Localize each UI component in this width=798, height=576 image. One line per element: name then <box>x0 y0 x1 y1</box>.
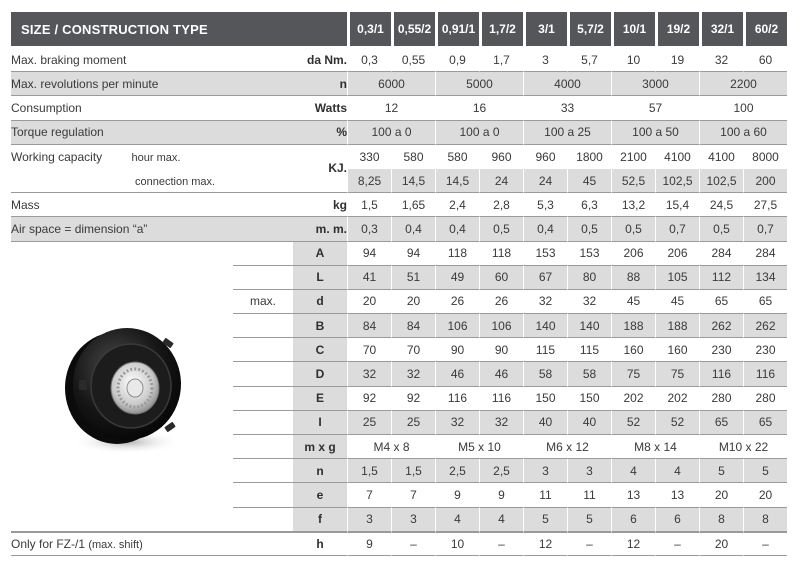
cell: 75 <box>655 362 699 386</box>
dim-symbol: L <box>293 266 347 290</box>
cell: 32 <box>699 48 743 72</box>
cell: 5,7 <box>567 48 611 72</box>
spacer <box>233 483 293 507</box>
row-label <box>11 145 233 169</box>
cell: 106 <box>479 314 523 338</box>
row-consumption <box>11 96 787 120</box>
cell: 12 <box>347 96 435 120</box>
cell: 4 <box>655 459 699 483</box>
cell: 6 <box>655 508 699 532</box>
cell: 24 <box>523 169 567 193</box>
spacer <box>233 459 293 483</box>
dim-symbol: f <box>293 508 347 532</box>
row-unit: n <box>293 72 347 96</box>
cell: 3 <box>391 508 435 532</box>
spacer <box>233 266 293 290</box>
cell: 153 <box>523 242 567 266</box>
cell: 14,5 <box>391 169 435 193</box>
cell: 202 <box>611 387 655 411</box>
dim-symbol: n <box>293 459 347 483</box>
cell: 0,3 <box>347 48 391 72</box>
cell: 6 <box>611 508 655 532</box>
size-header: 0,55/2 <box>391 12 435 48</box>
cell: 206 <box>611 242 655 266</box>
cell: 5000 <box>435 72 523 96</box>
cell: M5 x 10 <box>435 435 523 459</box>
dim-symbol: d <box>293 290 347 314</box>
header-row <box>11 12 787 48</box>
working-capacity-label: Working capacity <box>11 149 103 164</box>
cell: 1800 <box>567 145 611 169</box>
cell: 25 <box>391 411 435 435</box>
row-unit: Watts <box>293 96 347 120</box>
cell: 84 <box>347 314 391 338</box>
cell: 134 <box>743 266 787 290</box>
cell: 5,3 <box>523 193 567 217</box>
cell: 2,8 <box>479 193 523 217</box>
cell: 5 <box>567 508 611 532</box>
cell: 118 <box>479 242 523 266</box>
cell: 2,5 <box>435 459 479 483</box>
cell: 115 <box>523 338 567 362</box>
spacer <box>233 169 293 193</box>
cell: 94 <box>347 242 391 266</box>
cell: 51 <box>391 266 435 290</box>
cell: 140 <box>567 314 611 338</box>
cell: 8 <box>743 508 787 532</box>
dim-symbol: B <box>293 314 347 338</box>
cell: 105 <box>655 266 699 290</box>
cell: M4 x 8 <box>347 435 435 459</box>
cell: 262 <box>743 314 787 338</box>
cell: 70 <box>347 338 391 362</box>
cell: 960 <box>523 145 567 169</box>
cell: 2200 <box>699 72 787 96</box>
cell: 140 <box>523 314 567 338</box>
row-braking-moment <box>11 48 787 72</box>
spacer <box>233 145 293 169</box>
cell: 100 a 60 <box>699 121 787 145</box>
cell: 262 <box>699 314 743 338</box>
row-label: Torque regulation <box>11 121 293 145</box>
cell: 118 <box>435 242 479 266</box>
cell: 8,25 <box>347 169 391 193</box>
spec-table <box>11 12 787 556</box>
cell: 32 <box>523 290 567 314</box>
cell: 3 <box>523 459 567 483</box>
cell: 57 <box>611 96 699 120</box>
cell: 10 <box>435 532 479 556</box>
cell: 1,7 <box>479 48 523 72</box>
cell: 24,5 <box>699 193 743 217</box>
row-unit: kg <box>293 193 347 217</box>
cell: 102,5 <box>655 169 699 193</box>
dim-symbol: D <box>293 362 347 386</box>
cell: 0,5 <box>567 217 611 241</box>
cell: 20 <box>347 290 391 314</box>
cell: 0,5 <box>699 217 743 241</box>
row-label: Max. braking moment <box>11 48 293 72</box>
row-label: Consumption <box>11 96 293 120</box>
size-header: 5,7/2 <box>567 12 611 48</box>
row-mass <box>11 193 787 217</box>
cell: 14,5 <box>435 169 479 193</box>
row-dim-a <box>11 242 787 266</box>
cell: 5 <box>699 459 743 483</box>
row-working-capacity-hour <box>11 145 787 169</box>
cell: 580 <box>435 145 479 169</box>
row-max-revolutions <box>11 72 787 96</box>
cell: 9 <box>347 532 391 556</box>
cell: 206 <box>655 242 699 266</box>
cell: 106 <box>435 314 479 338</box>
cell: – <box>743 532 787 556</box>
row-unit: % <box>293 121 347 145</box>
cell: 0,7 <box>655 217 699 241</box>
cell: 160 <box>611 338 655 362</box>
connection-max-label: connection max. <box>135 175 216 188</box>
cell: 4 <box>435 508 479 532</box>
cell: 0,7 <box>743 217 787 241</box>
row-label: Air space = dimension “a” <box>11 217 293 241</box>
cell: 230 <box>743 338 787 362</box>
cell: 49 <box>435 266 479 290</box>
cell: 4000 <box>523 72 611 96</box>
cell: 65 <box>699 290 743 314</box>
cell: 1,5 <box>347 459 391 483</box>
cell: 45 <box>611 290 655 314</box>
cell: – <box>567 532 611 556</box>
cell: 3 <box>523 48 567 72</box>
spacer <box>233 387 293 411</box>
cell: 0,4 <box>391 217 435 241</box>
cell: 116 <box>479 387 523 411</box>
cell: 2100 <box>611 145 655 169</box>
cell: 116 <box>743 362 787 386</box>
size-header: 1,7/2 <box>479 12 523 48</box>
cell: 9 <box>479 483 523 507</box>
cell: 84 <box>391 314 435 338</box>
cell: 11 <box>567 483 611 507</box>
cell: 0,55 <box>391 48 435 72</box>
cell: 32 <box>567 290 611 314</box>
cell: 116 <box>435 387 479 411</box>
cell: – <box>655 532 699 556</box>
cell: 40 <box>567 411 611 435</box>
cell: 26 <box>435 290 479 314</box>
cell: 52 <box>611 411 655 435</box>
cell: 284 <box>699 242 743 266</box>
cell: 20 <box>699 532 743 556</box>
cell: 65 <box>743 290 787 314</box>
cell: 32 <box>435 411 479 435</box>
product-photo <box>11 242 233 532</box>
cell: 0,5 <box>479 217 523 241</box>
cell: 100 a 0 <box>347 121 435 145</box>
cell: 32 <box>391 362 435 386</box>
cell: 8 <box>699 508 743 532</box>
cell: 90 <box>479 338 523 362</box>
cell: 960 <box>479 145 523 169</box>
cell: 60 <box>743 48 787 72</box>
row-unit: KJ. <box>293 145 347 193</box>
cell: 284 <box>743 242 787 266</box>
dim-symbol: h <box>293 532 347 556</box>
brake-unit-icon <box>47 310 197 460</box>
spacer <box>233 242 293 266</box>
cell: 100 a 0 <box>435 121 523 145</box>
cell: 7 <box>347 483 391 507</box>
row-label <box>11 532 293 556</box>
cell: 102,5 <box>699 169 743 193</box>
cell: 0,5 <box>611 217 655 241</box>
cell: 40 <box>523 411 567 435</box>
fz-label-small: (max. shift) <box>88 538 143 551</box>
cell: 13 <box>655 483 699 507</box>
cell: 202 <box>655 387 699 411</box>
cell: 20 <box>699 483 743 507</box>
cell: 32 <box>347 362 391 386</box>
row-torque-regulation <box>11 121 787 145</box>
cell: 26 <box>479 290 523 314</box>
row-air-space <box>11 217 787 241</box>
dim-symbol: m x g <box>293 435 347 459</box>
cell: 3 <box>567 459 611 483</box>
cell: 0,4 <box>435 217 479 241</box>
cell: 112 <box>699 266 743 290</box>
cell: 11 <box>523 483 567 507</box>
cell: 0,4 <box>523 217 567 241</box>
cell: M6 x 12 <box>523 435 611 459</box>
cell: 67 <box>523 266 567 290</box>
cell: 6,3 <box>567 193 611 217</box>
cell: M8 x 14 <box>611 435 699 459</box>
cell: 230 <box>699 338 743 362</box>
cell: 153 <box>567 242 611 266</box>
cell: 100 <box>699 96 787 120</box>
cell: 13,2 <box>611 193 655 217</box>
spacer <box>233 362 293 386</box>
row-unit: da Nm. <box>293 48 347 72</box>
cell: 20 <box>391 290 435 314</box>
cell: 92 <box>347 387 391 411</box>
cell: 65 <box>743 411 787 435</box>
size-header: 0,3/1 <box>347 12 391 48</box>
cell: 10 <box>611 48 655 72</box>
cell: 94 <box>391 242 435 266</box>
cell: 58 <box>567 362 611 386</box>
cell: 1,5 <box>391 459 435 483</box>
cell: 13 <box>611 483 655 507</box>
size-header: 10/1 <box>611 12 655 48</box>
row-label: Max. revolutions per minute <box>11 72 293 96</box>
cell: 60 <box>479 266 523 290</box>
cell: 25 <box>347 411 391 435</box>
cell: 200 <box>743 169 787 193</box>
cell: 9 <box>435 483 479 507</box>
row-label <box>11 169 233 193</box>
cell: 1,5 <box>347 193 391 217</box>
dim-symbol: E <box>293 387 347 411</box>
cell: 280 <box>699 387 743 411</box>
spacer <box>233 411 293 435</box>
cell: 150 <box>523 387 567 411</box>
cell: 115 <box>567 338 611 362</box>
cell: 100 a 25 <box>523 121 611 145</box>
cell: 58 <box>523 362 567 386</box>
row-label: Mass <box>11 193 293 217</box>
dim-symbol: I <box>293 411 347 435</box>
cell: 24 <box>479 169 523 193</box>
cell: 0,9 <box>435 48 479 72</box>
cell: 15,4 <box>655 193 699 217</box>
cell: 20 <box>743 483 787 507</box>
cell: 160 <box>655 338 699 362</box>
cell: 52,5 <box>611 169 655 193</box>
cell: 19 <box>655 48 699 72</box>
dim-symbol: A <box>293 242 347 266</box>
max-qualifier: max. <box>233 290 293 314</box>
cell: 0,3 <box>347 217 391 241</box>
spacer <box>233 508 293 532</box>
size-header: 0,91/1 <box>435 12 479 48</box>
cell: 45 <box>655 290 699 314</box>
cell: – <box>479 532 523 556</box>
cell: – <box>391 532 435 556</box>
size-header: 60/2 <box>743 12 787 48</box>
size-header: 3/1 <box>523 12 567 48</box>
spacer <box>233 435 293 459</box>
cell: M10 x 22 <box>699 435 787 459</box>
cell: 80 <box>567 266 611 290</box>
cell: 52 <box>655 411 699 435</box>
cell: 65 <box>699 411 743 435</box>
cell: 46 <box>479 362 523 386</box>
cell: 330 <box>347 145 391 169</box>
fz-label: Only for FZ-/1 <box>11 536 86 551</box>
spacer <box>233 338 293 362</box>
size-header: 32/1 <box>699 12 743 48</box>
cell: 100 a 50 <box>611 121 699 145</box>
cell: 46 <box>435 362 479 386</box>
cell: 3 <box>347 508 391 532</box>
cell: 4100 <box>655 145 699 169</box>
cell: 2,5 <box>479 459 523 483</box>
cell: 27,5 <box>743 193 787 217</box>
cell: 90 <box>435 338 479 362</box>
cell: 5 <box>743 459 787 483</box>
cell: 1,65 <box>391 193 435 217</box>
cell: 116 <box>699 362 743 386</box>
cell: 75 <box>611 362 655 386</box>
cell: 16 <box>435 96 523 120</box>
cell: 33 <box>523 96 611 120</box>
cell: 188 <box>611 314 655 338</box>
cell: 280 <box>743 387 787 411</box>
cell: 2,4 <box>435 193 479 217</box>
cell: 88 <box>611 266 655 290</box>
row-unit: m. m. <box>293 217 347 241</box>
hour-max-label: hour max. <box>131 151 181 164</box>
cell: 6000 <box>347 72 435 96</box>
row-working-capacity-connection <box>11 169 787 193</box>
cell: 3000 <box>611 72 699 96</box>
dim-symbol: e <box>293 483 347 507</box>
cell: 4100 <box>699 145 743 169</box>
cell: 70 <box>391 338 435 362</box>
cell: 150 <box>567 387 611 411</box>
cell: 4 <box>479 508 523 532</box>
size-header: 19/2 <box>655 12 699 48</box>
cell: 41 <box>347 266 391 290</box>
cell: 45 <box>567 169 611 193</box>
spacer <box>233 314 293 338</box>
cell: 188 <box>655 314 699 338</box>
dim-symbol: C <box>293 338 347 362</box>
cell: 4 <box>611 459 655 483</box>
row-fz-shift <box>11 532 787 556</box>
cell: 12 <box>611 532 655 556</box>
cell: 8000 <box>743 145 787 169</box>
cell: 5 <box>523 508 567 532</box>
cell: 7 <box>391 483 435 507</box>
cell: 32 <box>479 411 523 435</box>
cell: 92 <box>391 387 435 411</box>
cell: 580 <box>391 145 435 169</box>
table-title: SIZE / CONSTRUCTION TYPE <box>11 12 347 48</box>
cell: 12 <box>523 532 567 556</box>
